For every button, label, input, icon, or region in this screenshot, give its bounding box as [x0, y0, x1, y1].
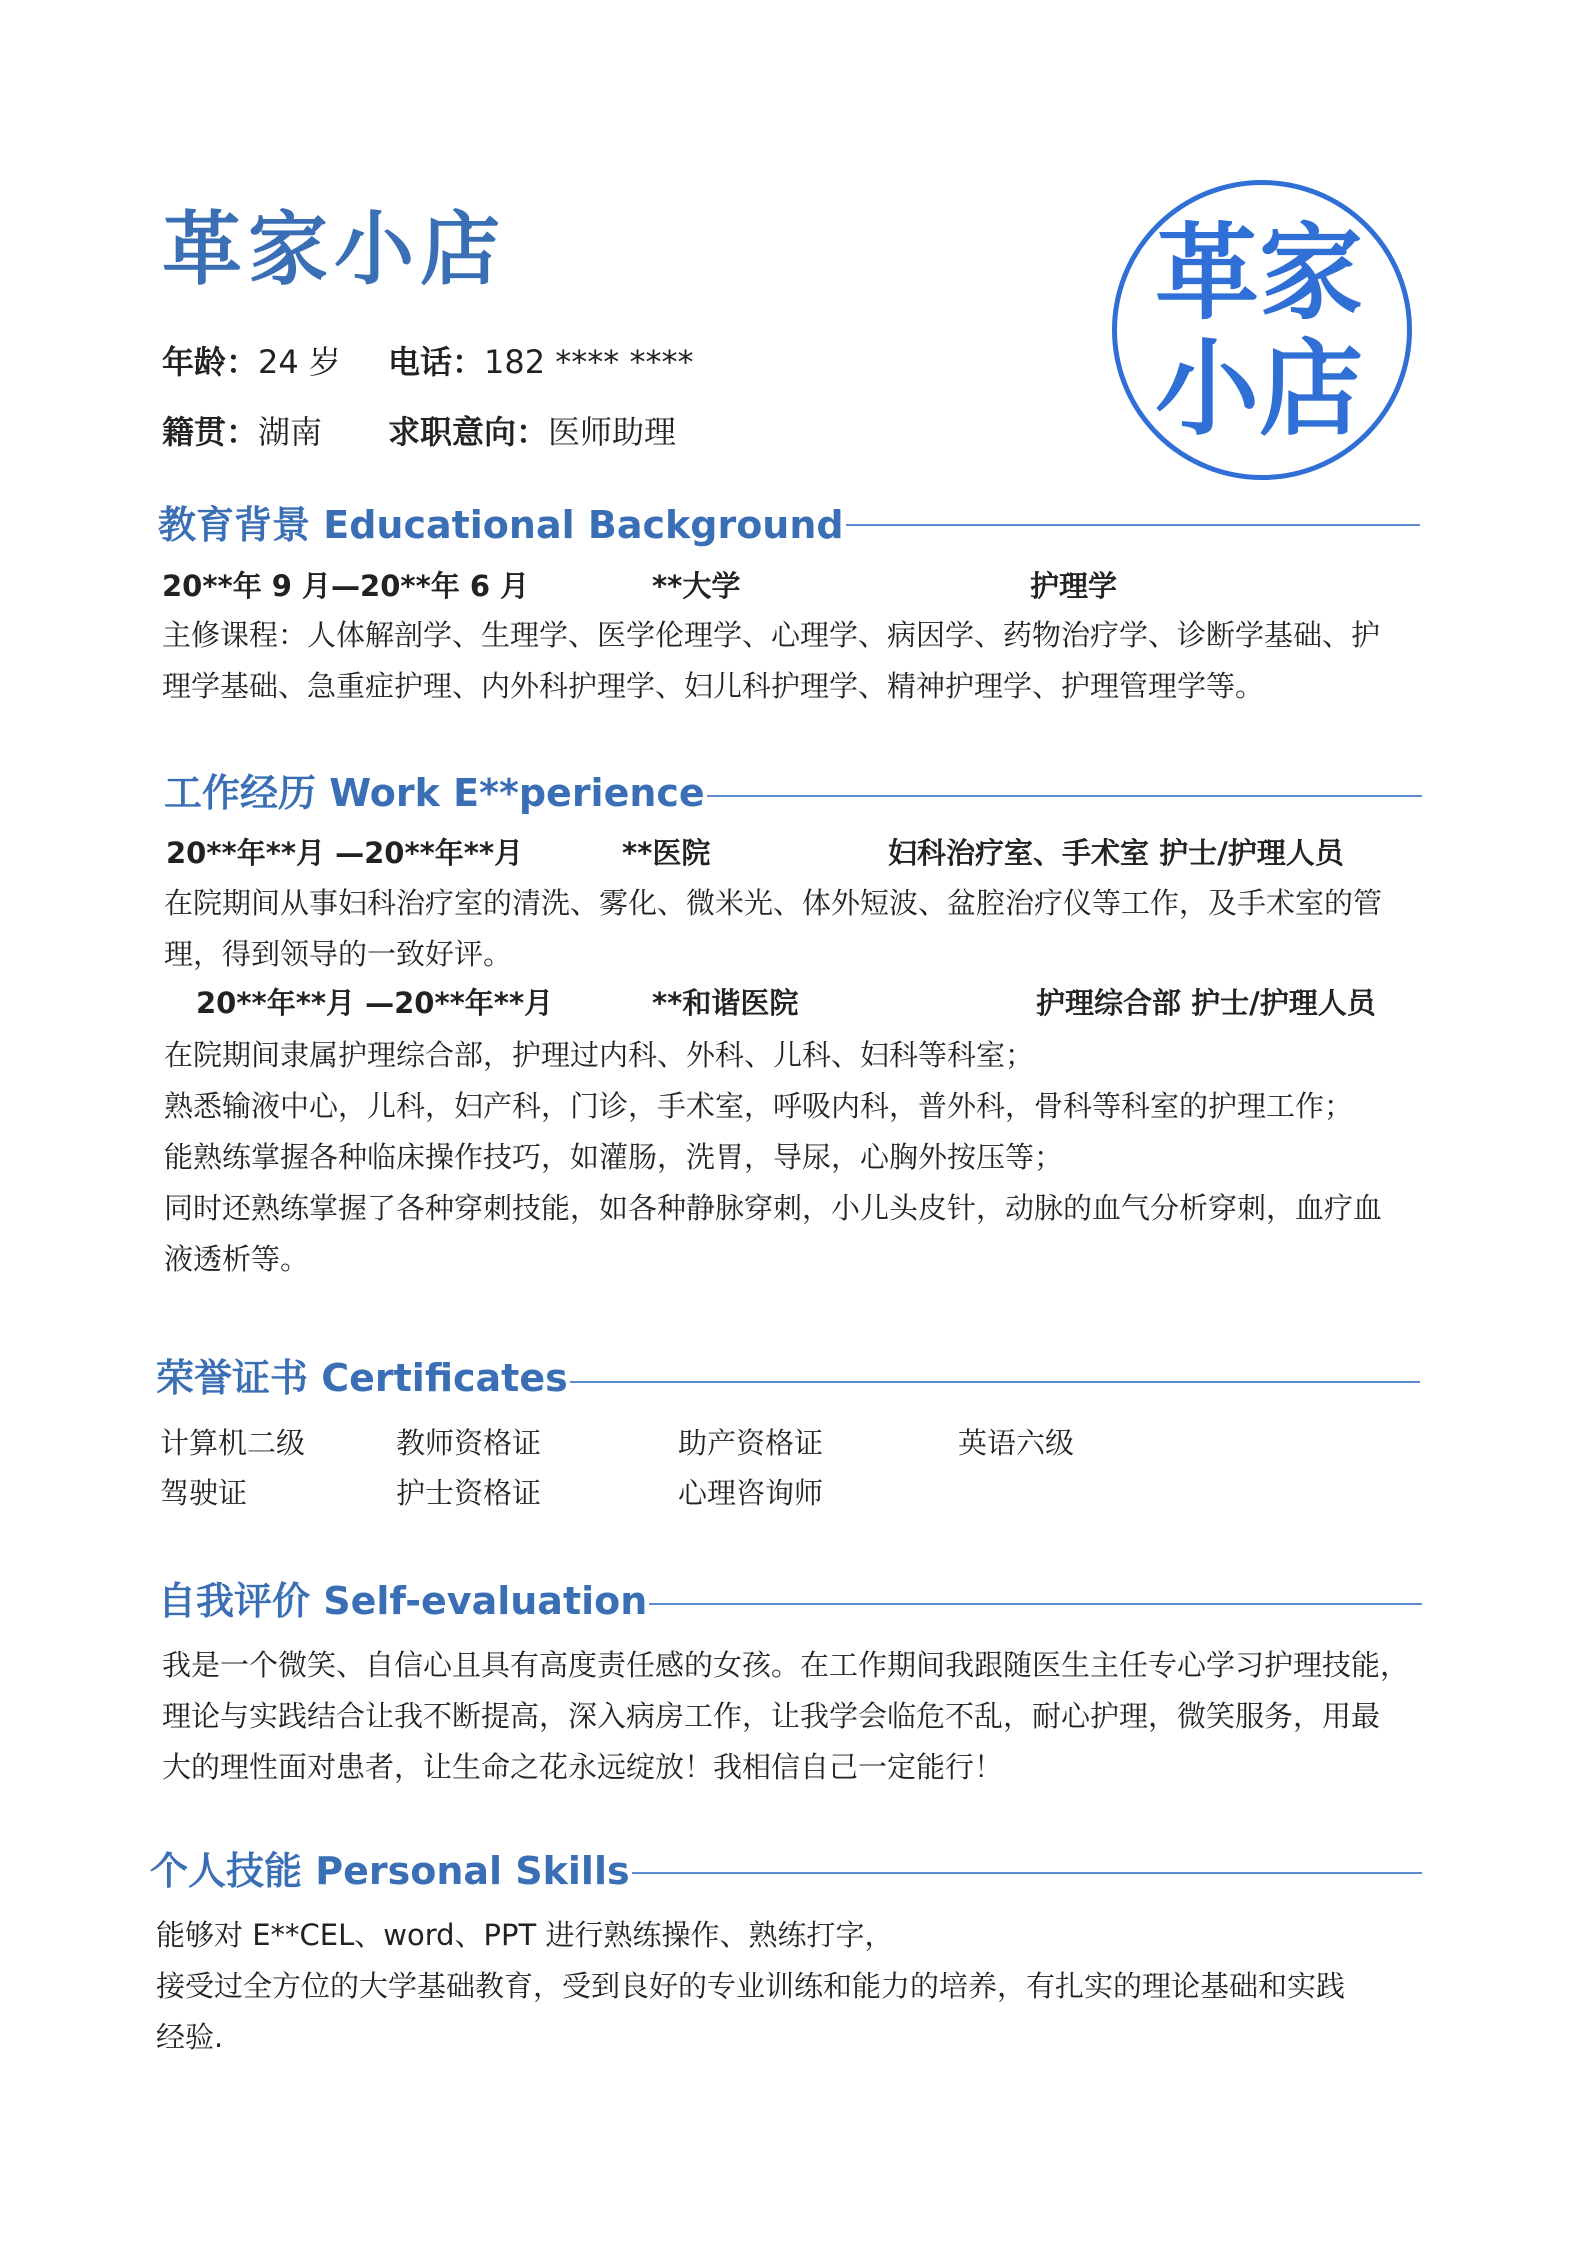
job-1-line: 在院期间从事妇科治疗室的清洗、雾化、微米光、体外短波、盆腔治疗仪等工作，及手术室的管	[164, 886, 1383, 920]
certificate-item: 英语六级	[958, 1426, 1075, 1460]
info-age	[162, 342, 341, 382]
self-eval-line: 我是一个微笑、自信心且具有高度责任感的女孩。在工作期间我跟随医生主任专心学习护理技能，	[162, 1648, 1410, 1682]
skills-line: 接受过全方位的大学基础教育，受到良好的专业训练和能力的培养，有扎实的理论基础和实践	[156, 1969, 1346, 2003]
intent-value: 医师助理	[548, 413, 677, 451]
self-eval-text	[162, 1640, 1409, 1793]
stamp-line-1: 革家	[1155, 211, 1364, 334]
certificate-item: 护士资格证	[396, 1476, 542, 1510]
education-title: 教育背景 Educational Background	[158, 503, 844, 547]
job-2-line: 熟悉输液中心，儿科，妇产科，门诊，手术室，呼吸内科，普外科，骨科等科室的护理工作；	[164, 1089, 1354, 1123]
job-2-description	[164, 1030, 1382, 1285]
skills-text	[156, 1910, 1345, 2063]
work-title: 工作经历 Work E**perience	[164, 771, 705, 815]
skills-line: 能够对 E**CEL、word、PPT 进行熟练操作、熟练打字，	[156, 1918, 894, 1952]
job-1-org: **医院	[622, 836, 711, 870]
work-rule	[660, 795, 1422, 797]
origin-value: 湖南	[258, 413, 323, 451]
education-school: **大学	[652, 569, 741, 603]
job-1-description	[164, 878, 1382, 980]
info-origin	[162, 412, 322, 452]
job-2-line: 能熟练掌握各种临床操作技巧，如灌肠，洗胃，导尿，心胸外按压等；	[164, 1140, 1064, 1174]
skills-rule	[578, 1872, 1422, 1874]
intent-label: 求职意向：	[388, 413, 549, 451]
certificate-item: 教师资格证	[396, 1426, 542, 1460]
phone-label: 电话：	[388, 343, 485, 381]
age-label: 年龄：	[162, 343, 259, 381]
education-line: 理学基础、急重症护理、内外科护理学、妇儿科护理学、精神护理学、护理管理学等。	[162, 669, 1265, 703]
info-phone	[388, 342, 693, 382]
phone-value: 182 **** ****	[484, 343, 694, 381]
job-2-line: 同时还熟练掌握了各种穿刺技能，如各种静脉穿刺，小儿头皮针，动脉的血气分析穿刺，血疗血	[164, 1191, 1383, 1225]
logo-stamp	[1112, 180, 1412, 480]
age-value: 24 岁	[258, 343, 341, 381]
education-major: 护理学	[1030, 569, 1118, 603]
job-2-line: 液透析等。	[164, 1242, 310, 1276]
certificate-item: 助产资格证	[678, 1426, 824, 1460]
job-2-org: **和谐医院	[652, 986, 799, 1020]
skills-title: 个人技能 Personal Skills	[150, 1849, 630, 1893]
certificate-item: 心理咨询师	[678, 1476, 824, 1510]
job-2-line: 在院期间隶属护理综合部，护理过内科、外科、儿科、妇科等科室；	[164, 1038, 1035, 1072]
education-line: 主修课程：人体解剖学、生理学、医学伦理学、心理学、病因学、药物治疗学、诊断学基础、护	[162, 618, 1381, 652]
certificate-item: 计算机二级	[160, 1426, 306, 1460]
info-job-intent	[388, 412, 676, 452]
job-2-period: 20**年**月 —20**年**月	[196, 986, 554, 1020]
job-1-line: 理，得到领导的一致好评。	[164, 937, 513, 971]
stamp-line-2: 小店	[1155, 327, 1364, 450]
job-1-role: 妇科治疗室、手术室 护士/护理人员	[888, 836, 1344, 870]
job-1-period: 20**年**月 —20**年**月	[166, 836, 524, 870]
self-eval-title: 自我评价 Self-evaluation	[158, 1579, 648, 1623]
certificates-title: 荣誉证书 Certificates	[156, 1356, 568, 1400]
certificates-rule	[530, 1381, 1420, 1383]
job-2-role: 护理综合部 护士/护理人员	[1036, 986, 1376, 1020]
self-eval-line: 大的理性面对患者，让生命之花永远绽放！我相信自己一定能行！	[162, 1750, 1004, 1784]
skills-line: 经验.	[156, 2020, 224, 2054]
education-period: 20**年 9 月—20**年 6 月	[162, 569, 530, 603]
origin-label: 籍贯：	[162, 413, 259, 451]
self-eval-rule	[600, 1603, 1422, 1605]
candidate-name: 革家小店	[162, 203, 506, 296]
self-eval-line: 理论与实践结合让我不断提高，深入病房工作，让我学会临危不乱，耐心护理，微笑服务，用最	[162, 1699, 1381, 1733]
certificate-item: 驾驶证	[160, 1476, 248, 1510]
education-courses	[162, 610, 1380, 712]
